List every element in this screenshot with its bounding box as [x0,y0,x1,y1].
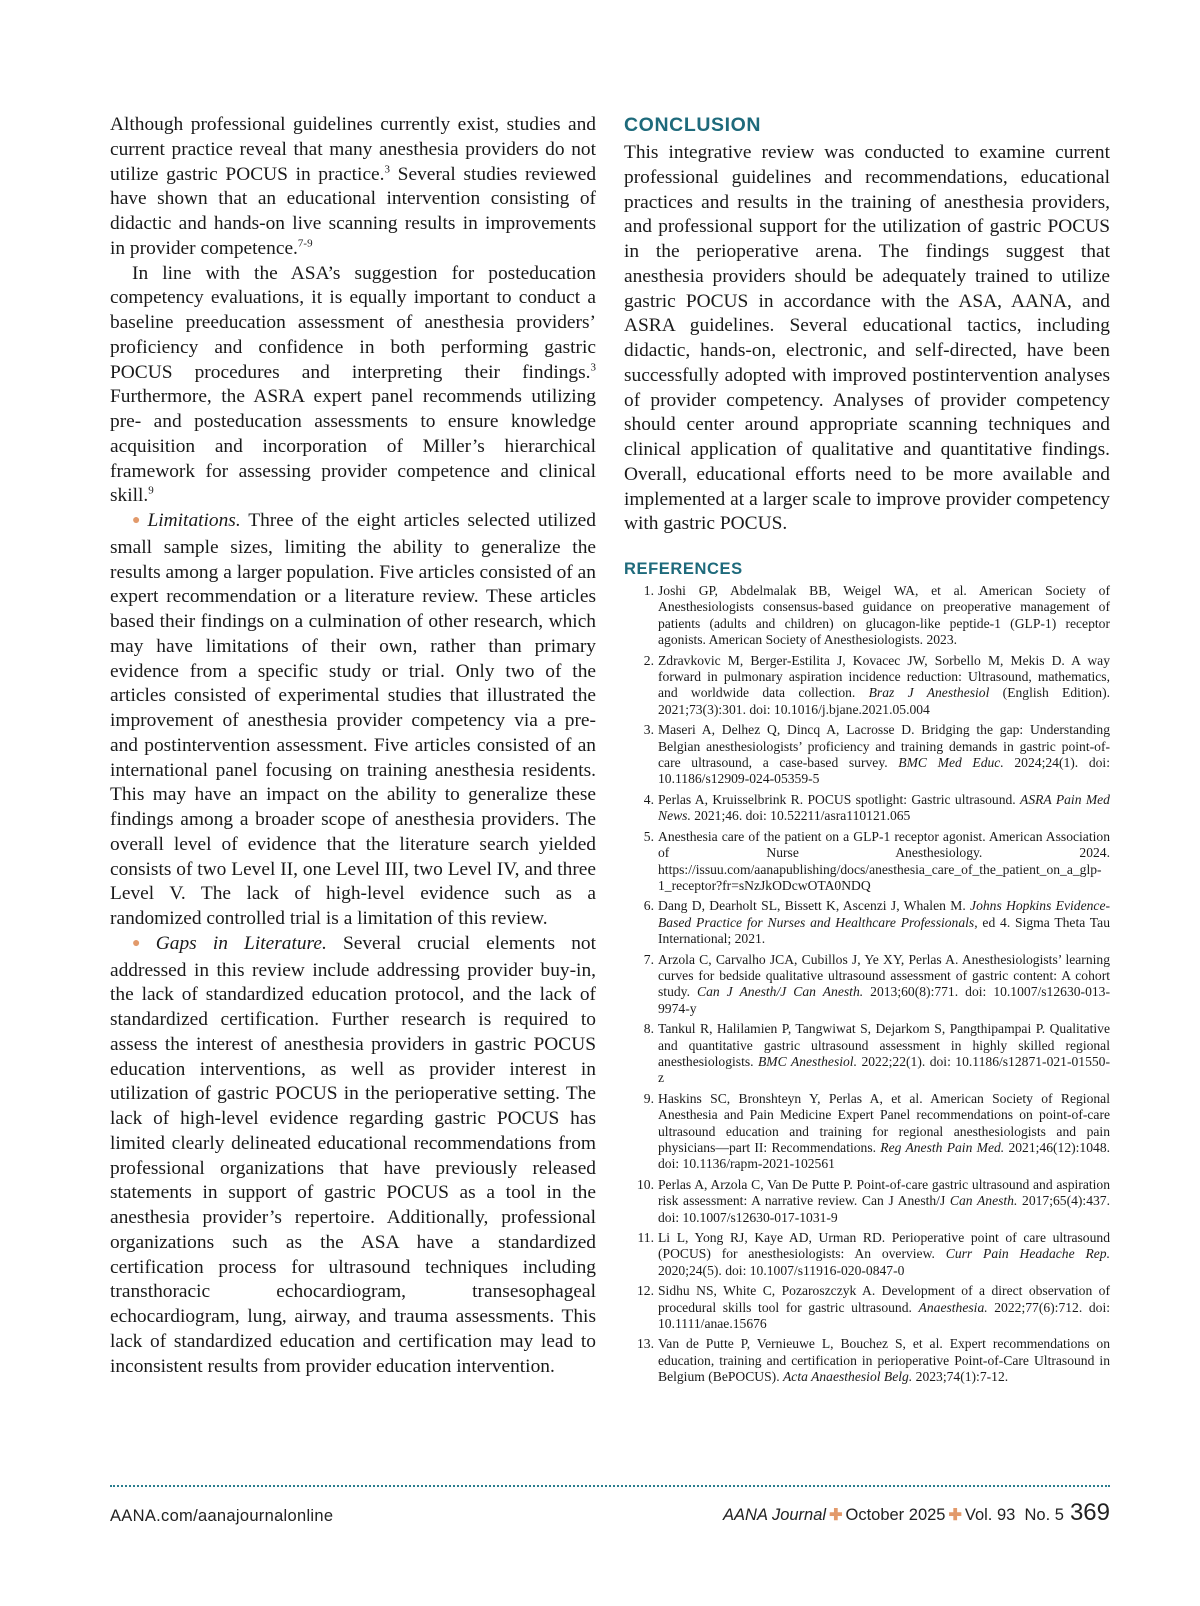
reference-text: Van de Putte P, Vernieuwe L, Bouchez S, et al. Expert recommendations on education, training and certification in perioperative Point-of-Care Ultrasound in Belgium (BePOCUS). [658,1336,1110,1385]
bullet-icon: ● [132,513,144,528]
reference-journal: Braz J Anesthesiol [868,685,990,701]
reference-item [624,1021,1110,1087]
page-number: 369 [1069,1499,1110,1526]
reference-item [624,1091,1110,1173]
reference-item [624,1230,1110,1279]
references-heading: REFERENCES [624,560,743,578]
reference-text: 2023;74(1):7-12. [912,1369,1009,1385]
citation-superscript: 7-9 [297,237,313,250]
footer-citation [723,1499,1110,1527]
reference-item [624,583,1110,649]
reference-journal: Can Anesth. [949,1193,1018,1209]
reference-text: (English Edition). 2021;73(3):301. doi: 10.1016/j.bjane.2021.05.004 [658,685,1110,717]
reference-text: , ed 4. Sigma Theta Tau International; 2021. [658,914,1110,947]
reference-journal: Reg Anesth Pain Med. [880,1140,1005,1155]
reference-text: 2021;46(12):1048. doi: 10.1136/rapm-2021-102561 [658,1140,1111,1172]
reference-number: 5 . [626,829,654,845]
reference-journal: Acta Anaesthesiol Belg. [783,1369,913,1385]
reference-journal: Curr Pain Headache Rep. [945,1246,1110,1262]
paragraph-text: Several crucial elements not addressed in this review include addressing provider buy-in, the lack of standardized education protocol, and the lack of standardized certification. Further research is required to assess the interest of anesthesia providers in gastric POCUS education interventions, as well as provider interest in utilization of gastric POCUS in the perioperative setting. The lack of high-level evidence regarding gastric POCUS has limited clearly delineated educational recommendations from professional organizations that have previously released statements in support of gastric POCUS as a tool in the anesthesia provider’s repertoire. Additionally, professional organizations such as the ASA have a standardized certification process for ultrasound techniques including transthoracic echocardiogram, transesophageal echocardiogram, lung, airway, and trauma assessments. This lack of standardized education and certification may lead to inconsistent results from provider education intervention. [110,932,596,1377]
limitations-heading: Limitations. [147,510,241,531]
reference-number: 11 . [626,1230,654,1246]
reference-list [624,583,1110,1386]
page-footer [110,1499,1110,1533]
reference-item [624,1336,1110,1385]
reference-text: Joshi GP, Abdelmalak BB, Weigel WA, et al. American Society of Anesthesiologists consensus-based guidance on preoperative management of patients (adults and children) on glucagon-like peptide-1 (GLP-1) receptor agonists. American Society of Anesthesiologists. 2023. [658,583,1110,648]
reference-text: 2021;46. doi: 10.52211/asra110121.065 [690,808,911,824]
conclusion-heading: CONCLUSION [624,114,762,136]
reference-journal: BMC Med Educ. [898,755,1004,771]
reference-item [624,1177,1110,1226]
reference-text: Anesthesia care of the patient on a GLP-1 receptor agonist. American Association of Nurse Anesthesiology. 2024. https://issuu.com/aanapublishing/docs/anesthesia_care_of_the_patient_on_a_glp-1_receptor?fr=sNzJkODcwOTA0NDQ [658,828,1110,893]
reference-text: 2024;24(1). doi: 10.1186/s12909-024-05359-5 [658,755,1110,787]
reference-item [624,952,1110,1018]
paragraph-educational-intervention [110,113,596,262]
citation-superscript: 9 [148,484,154,497]
journal-name: AANA Journal [723,1506,827,1524]
reference-number: 8 . [626,1021,654,1037]
paragraph-gaps-in-literature [110,932,596,1380]
reference-number: 4 . [626,792,654,808]
reference-journal: BMC Anesthesiol. [758,1053,857,1069]
reference-text: Dang D, Dearholt SL, Bissett K, Ascenzi J, Whalen M. [658,898,971,914]
reference-text: 2013;60(8):771. doi: 10.1007/s12630-013-9974-y [658,984,1110,1016]
reference-text: 2022;22(1). doi: 10.1186/s12871-021-01550-z [658,1053,1110,1086]
right-column [624,113,1110,1390]
plus-separator-icon: ✚ [829,1507,843,1524]
reference-journal: Can J Anesth/J Can Anesth. [697,984,864,1000]
reference-journal: ASRA Pain Med News. [658,791,1110,824]
paragraph-text: Although professional guidelines currently exist, studies and current practice reveal that many anesthesia providers do not utilize gastric POCUS in practice. [110,114,596,185]
reference-text: Tankul R, Halilamien P, Tangwiwat S, Dejarkom S, Pangthipampai P. Qualitative and quantitative gastric ultrasound assessment in highly skilled regional anesthesiologists. [658,1021,1110,1069]
reference-number: 1 . [626,583,654,599]
reference-text: 2017;65(4):437. doi: 10.1007/s12630-017-1031-9 [658,1193,1110,1225]
left-column [110,113,596,1379]
reference-number: 6 . [626,898,654,914]
reference-text: Perlas A, Kruisselbrink R. POCUS spotlight: Gastric ultrasound. [658,791,1021,807]
reference-text: Maseri A, Delhez Q, Dincq A, Lacrosse D. Bridging the gap: Understanding Belgian anesthesiologists’ proficiency and training demands in gastric point-of-care ultrasound, a case-based survey. [658,722,1110,771]
reference-item [624,792,1110,825]
reference-number: 2 . [626,653,654,669]
volume-issue: Vol. 93 No. 5 [964,1506,1064,1524]
gaps-heading: Gaps in Literature. [155,932,327,954]
footer-divider [110,1485,1110,1487]
reference-text: Perlas A, Arzola C, Van De Putte P. Point-of-care gastric ultrasound and aspiration risk assessment: A narrative review. Can J Anesth/J [658,1176,1110,1209]
paragraph-text: In line with the ASA’s suggestion for posteducation competency evaluations, it is equally important to conduct a baseline preeducation assessment of anesthesia providers’ proficiency and confidence in both performing gastric POCUS procedures and interpreting their findings. [110,262,596,383]
reference-text: Sidhu NS, White C, Pozaroszczyk A. Development of a direct observation of procedural skills tool for gastric ultrasound. [658,1283,1110,1315]
citation-superscript: 3 [384,163,391,176]
footer-url-link[interactable]: AANA.com/aanajournalonline [110,1507,334,1525]
conclusion-paragraph: This integrative review was conducted to examine current professional guidelines and recommendations, educational practices and results in the training of anesthesia providers, and professional support for the utilization of gastric POCUS in the perioperative arena. The findings suggest that anesthesia providers should be adequately trained to utilize gastric POCUS in accordance with the ASA, AANA, and ASRA guidelines. Several educational tactics, including didactic, hands-on, electronic, and self-directed, have been successfully adopted with improved postintervention analyses of provider competency. Analyses of provider competency should center around appropriate scanning techniques and clinical application of qualitative and quantitative findings. Overall, educational efforts need to be more available and implemented at a larger scale to improve provider competency with gastric POCUS. [624,142,1110,535]
reference-number: 10 . [626,1177,654,1193]
reference-item [624,898,1110,947]
reference-number: 12 . [626,1283,654,1299]
reference-number: 3 . [626,722,654,738]
paragraph-limitations [110,509,596,932]
reference-item [624,653,1110,719]
issue-date: October 2025 [845,1506,946,1524]
reference-text: 2020;24(5). doi: 10.1007/s11916-020-0847-0 [658,1262,905,1278]
reference-journal: Anaesthesia. [918,1299,988,1315]
reference-number: 9 . [626,1091,654,1107]
reference-item [624,1283,1110,1332]
reference-text: Li L, Yong RJ, Kaye AD, Urman RD. Perioperative point of care ultrasound (POCUS) for anesthesiologists: An overview. [658,1230,1110,1262]
plus-separator-icon: ✚ [948,1507,962,1524]
reference-text: Zdravkovic M, Berger-Estilita J, Kovacec JW, Sorbello M, Mekis D. A way forward in pulmonary aspiration incidence reduction: Ultrasound, mathematics, and worldwide data collection. [658,652,1110,701]
reference-text: Haskins SC, Bronshteyn Y, Perlas A, et al. American Society of Regional Anesthesia and Pain Medicine Expert Panel recommendations on point-of-care ultrasound education and training for regional anesthesiologists and pain physicians—part II: Recommendations. [658,1090,1110,1155]
reference-text: Arzola C, Carvalho JCA, Cubillos J, Ye XY, Perlas A. Anesthesiologists’ learning curves for bedside qualitative ultrasound assessment of gastric content: A cohort study. [658,951,1110,1000]
reference-number: 13 . [626,1336,654,1352]
citation-superscript: 3 [590,361,596,374]
bullet-icon: ● [132,935,152,951]
reference-item [624,722,1110,788]
reference-number: 7 . [626,952,654,968]
paragraph-text: Three of the eight articles selected utilized small sample sizes, limiting the ability to generalize the results among a larger population. Five articles consisted of an expert recommendation or a literature review. These articles based their findings on a culmination of other research, which may have limitations of their own, rather than primary evidence from a specific study or trial. Only two of the articles consisted of experimental studies that illustrated the improvement of anesthesia provider competency via a pre- and postintervention assessment. Five articles consisted of an international panel focusing on training anesthesia residents. This may have an impact on the ability to generalize these findings among a broader scope of anesthesia providers. The overall level of evidence that the literature search yielded consists of two Level II, one Level III, two Level IV, and three Level V. The lack of high-level evidence such as a randomized controlled trial is a limitation of this review. [110,510,596,929]
paragraph-baseline-assessment [110,262,596,510]
paragraph-text: Several studies reviewed have shown that an educational intervention consisting of didactic and hands-on live scanning results in improvements in provider competence. [110,163,597,259]
reference-journal: Johns Hopkins Evidence-Based Practice for Nurses and Healthcare Professionals [658,898,1111,930]
paragraph-text: Furthermore, the ASRA expert panel recommends utilizing pre- and posteducation assessments to ensure knowledge acquisition and incorporation of Miller’s hierarchical framework for assessing provider competence and clinical skill. [110,386,596,507]
reference-text: 2022;77(6):712. doi: 10.1111/anae.15676 [658,1299,1110,1332]
reference-item [624,829,1110,895]
